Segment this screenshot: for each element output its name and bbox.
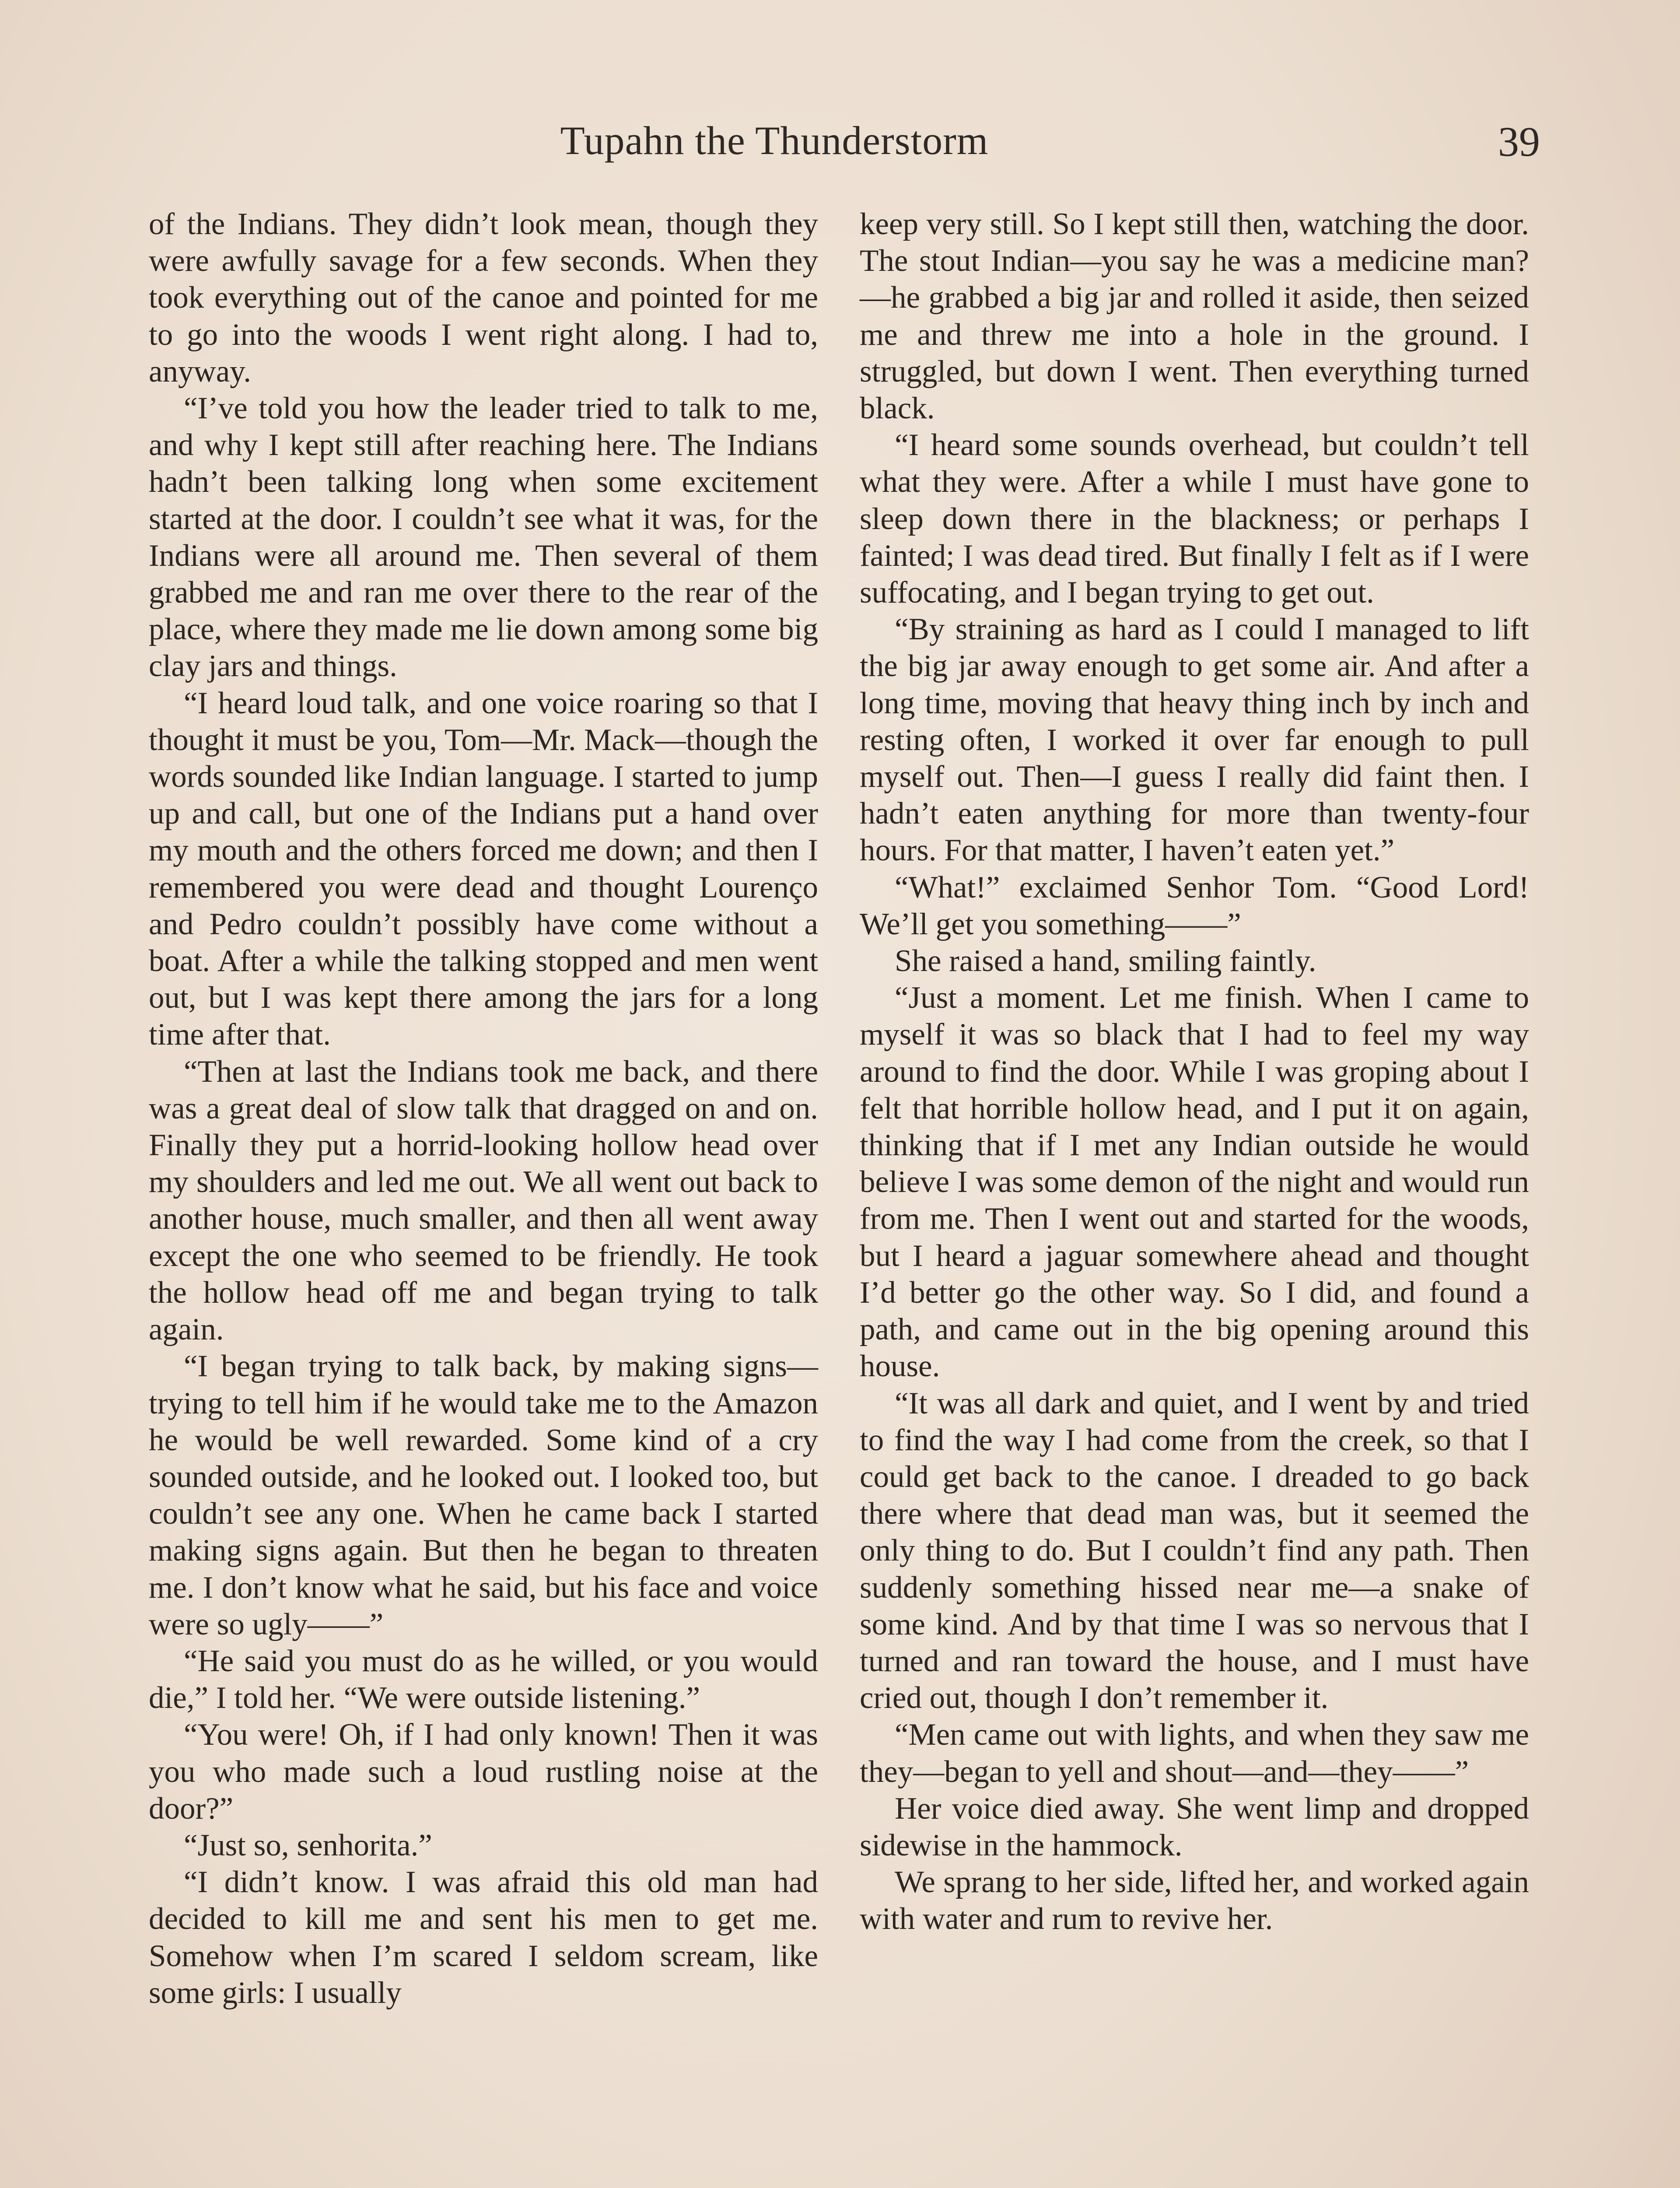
right-text-column: [860, 206, 1529, 1938]
paragraph: keep very still. So I kept still then, watching the door. The stout Indian—you say he was a medicine man?—he grabbed a big jar and rolled it aside, then seized me and threw me into a hole in the ground. I struggled, but down I went. Then everything turned black.: [860, 207, 1529, 426]
paragraph: “Just so, senhorita.”: [184, 1828, 432, 1862]
paragraph: “Then at last the Indians took me back, and there was a great deal of slow talk that dragged on and on. Finally they put a horrid-looking hollow head over my shoulders and led me out. We all went out back to another house, much smaller, and then all went away except the one who seemed to be friendly. He took the hollow head off me and began trying to talk again.: [149, 1054, 818, 1347]
paragraph: “It was all dark and quiet, and I went by and tried to find the way I had come from the creek, so that I could get back to the canoe. I dreaded to go back there where that dead man was, but it seemed the only thing to do. But I couldn’t find any path. Then suddenly something hissed near me—a snake of some kind. And by that time I was so nervous that I turned and ran toward the house, and I must have cried out, though I don’t remember it.: [860, 1386, 1529, 1715]
paragraph: “By straining as hard as I could I managed to lift the big jar away enough to get some air. And after a long time, moving that heavy thing inch by inch and resting often, I worked it over far enough to pull myself out. Then—I guess I really did faint then. I hadn’t eaten anything for more than twenty-four hours. For that matter, I haven’t eaten yet.”: [860, 612, 1529, 868]
paragraph: “I heard some sounds overhead, but couldn’t tell what they were. After a while I must have gone to sleep down there in the blackness; or perhaps I fainted; I was dead tired. But finally I felt as if I were suffocating, and I began trying to get out.: [860, 428, 1529, 610]
paragraph: “I didn’t know. I was afraid this old man had decided to kill me and sent his men to get me. Somehow when I’m scared I seldom scream, like some girls: I usually: [149, 1865, 818, 2010]
paragraph: “You were! Oh, if I had only known! Then it was you who made such a loud rustling noise at the door?”: [149, 1718, 818, 1826]
paragraph: “He said you must do as he willed, or you would die,” I told her. “We were outside listening.”: [149, 1644, 818, 1715]
running-header-title: Tupahn the Thunderstorm: [560, 118, 989, 163]
paragraph: She raised a hand, smiling faintly.: [895, 944, 1316, 978]
paragraph: Her voice died away. She went limp and dropped sidewise in the hammock.: [860, 1791, 1529, 1862]
paragraph: “I began trying to talk back, by making signs—trying to tell him if he would take me to the Amazon he would be well rewarded. Some kind of a cry sounded outside, and he looked out. I looked too, but couldn’t see any one. When he came back I started making signs again. But then he began to threaten me. I don’t know what he said, but his face and voice were so ugly——”: [149, 1349, 818, 1641]
paragraph: of the Indians. They didn’t look mean, though they were awfully savage for a few seconds. When they took everything out of the canoe and pointed for me to go into the woods I went right along. I had to, anyway.: [149, 207, 818, 389]
paragraph: We sprang to her side, lifted her, and worked again with water and rum to revive her.: [860, 1865, 1529, 1936]
page-number: 39: [1498, 118, 1540, 165]
paragraph: “Men came out with lights, and when they saw me they—began to yell and shout—and—they——”: [860, 1718, 1529, 1789]
paragraph: “Just a moment. Let me finish. When I came to myself it was so black that I had to feel my way around to find the door. While I was groping about I felt that horrible hollow head, and I put it on again, thinking that if I met any Indian outside he would believe I was some demon of the night and would run from me. Then I went out and started for the woods, but I heard a jaguar somewhere ahead and thought I’d better go the other way. So I did, and found a path, and came out in the big opening around this house.: [860, 981, 1529, 1384]
paragraph: “I’ve told you how the leader tried to talk to me, and why I kept still after reaching here. The Indians hadn’t been talking long when some excitement started at the door. I couldn’t see what it was, for the Indians were all around me. Then several of them grabbed me and ran me over there to the rear of the place, where they made me lie down among some big clay jars and things.: [149, 391, 818, 684]
paragraph: “I heard loud talk, and one voice roaring so that I thought it must be you, Tom—Mr. Mack—though the words sounded like Indian language. I started to jump up and call, but one of the Indians put a hand over my mouth and the others forced me down; and then I remembered you were dead and thought Lourenço and Pedro couldn’t possibly have come without a boat. After a while the talking stopped and men went out, but I was kept there among the jars for a long time after that.: [149, 686, 818, 1052]
paragraph: “What!” exclaimed Senhor Tom. “Good Lord! We’ll get you something——”: [860, 870, 1529, 941]
left-text-column: [149, 206, 818, 2011]
